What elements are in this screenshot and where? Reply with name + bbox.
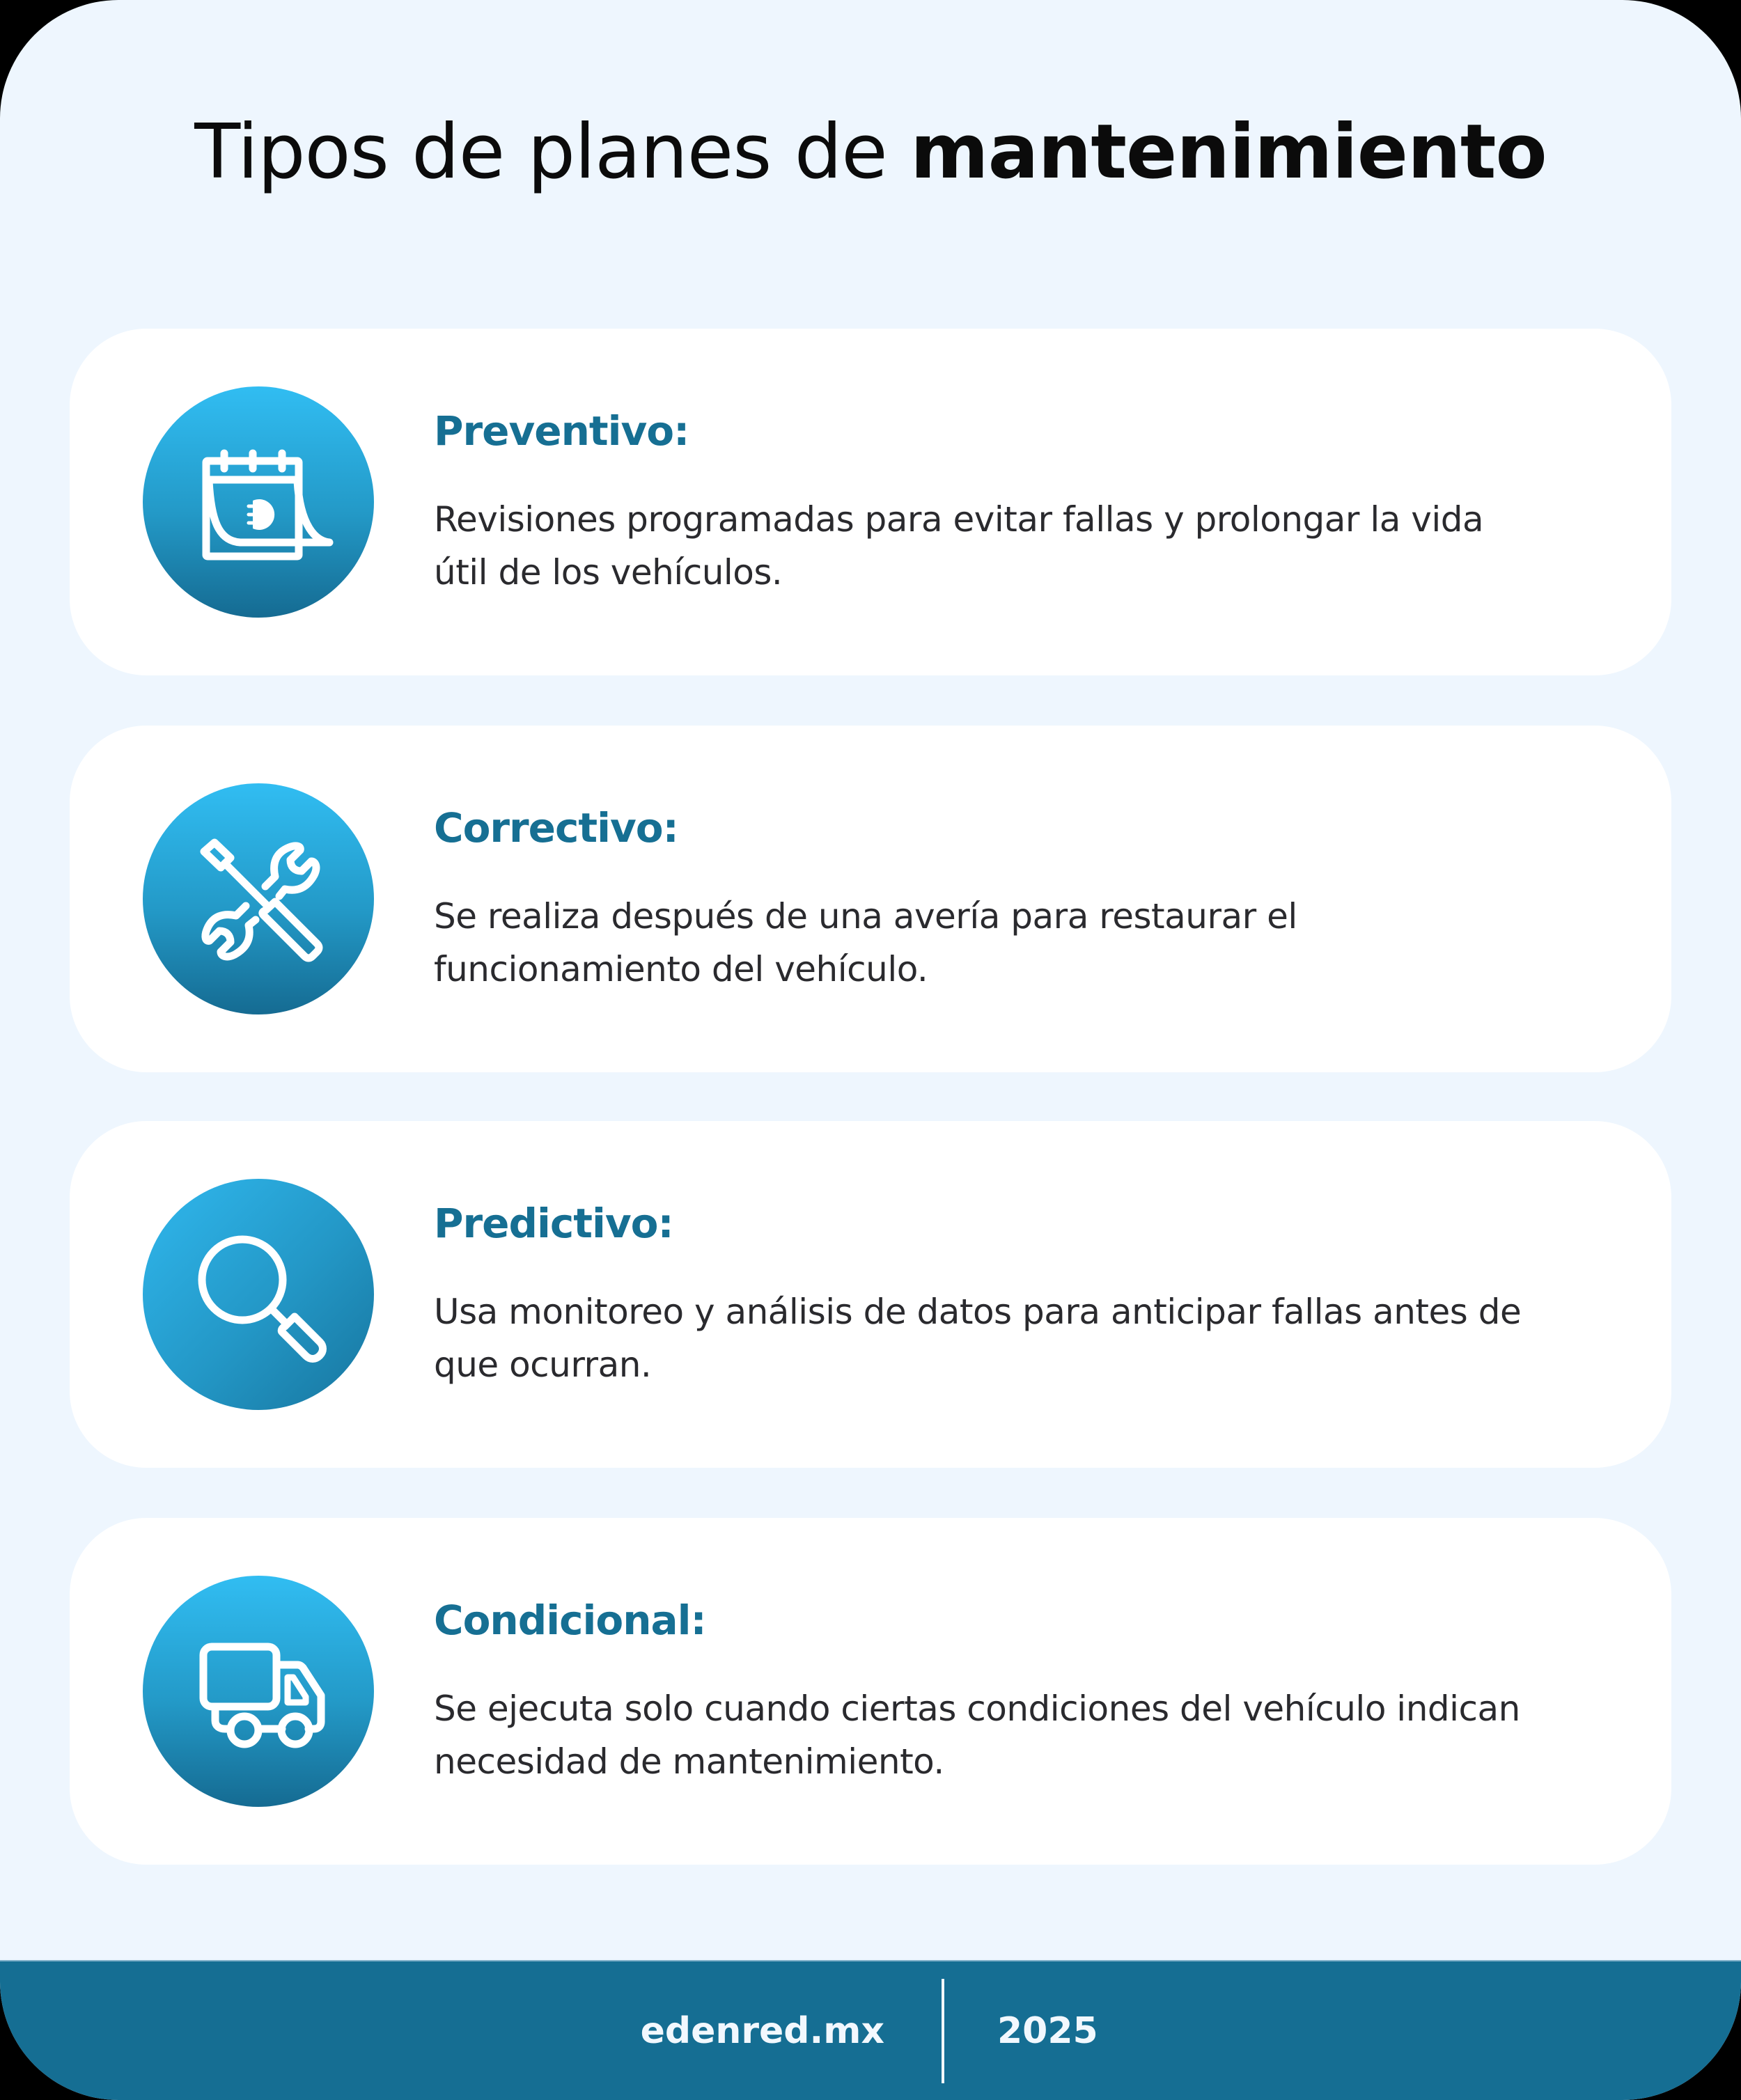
card-predictivo	[70, 1121, 1671, 1468]
card-description	[434, 1682, 1632, 1788]
footer-divider	[942, 1979, 944, 2083]
page-title	[0, 109, 1741, 196]
footer-website-link[interactable]: edenred.mx	[640, 2010, 884, 2052]
card-description-line: útil de los vehículos.	[434, 552, 783, 593]
page-title-bold: mantenimiento	[910, 109, 1547, 196]
card-description	[434, 1285, 1632, 1391]
card-correctivo	[70, 726, 1671, 1072]
card-description	[434, 493, 1632, 599]
page-title-light: Tipos de planes de	[194, 109, 911, 196]
card-description-line: necesidad de mantenimiento.	[434, 1741, 944, 1782]
truck-icon	[143, 1576, 374, 1807]
icon-circle	[143, 386, 374, 618]
card-description	[434, 890, 1632, 996]
card-condicional	[70, 1518, 1671, 1865]
footer-band	[0, 1960, 1741, 2100]
card-heading: Preventivo:	[434, 407, 689, 455]
card-description-line: que ocurran.	[434, 1345, 652, 1385]
icon-circle	[143, 1576, 374, 1807]
icon-circle	[143, 1179, 374, 1410]
card-preventivo	[70, 329, 1671, 675]
calendar-icon	[143, 386, 374, 618]
card-heading: Predictivo:	[434, 1200, 673, 1247]
card-heading: Correctivo:	[434, 804, 678, 852]
card-description-line: Revisiones programadas para evitar fallas y prolongar la vida	[434, 499, 1484, 540]
footer-year: 2025	[997, 2010, 1098, 2052]
magnifier-icon	[143, 1179, 374, 1410]
card-heading: Condicional:	[434, 1597, 706, 1644]
card-description-line: Se realiza después de una avería para restaurar el	[434, 896, 1297, 937]
card-description-line: Se ejecuta solo cuando ciertas condiciones del vehículo indican	[434, 1688, 1520, 1729]
tools-icon	[143, 783, 374, 1014]
icon-circle	[143, 783, 374, 1014]
card-description-line: funcionamiento del vehículo.	[434, 949, 928, 989]
card-description-line: Usa monitoreo y análisis de datos para anticipar fallas antes de	[434, 1292, 1522, 1332]
